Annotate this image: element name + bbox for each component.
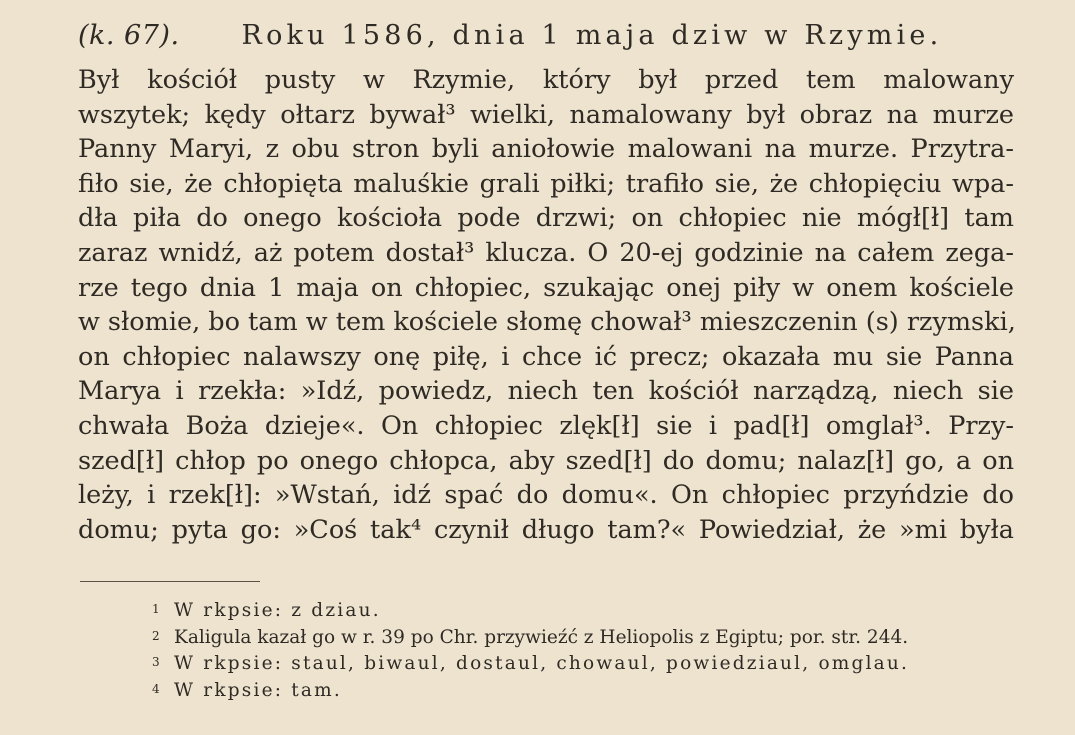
- text-line: Marya i rzekła: »Idź, powiedz, niech ten kościół narządzą, niech sie: [78, 376, 1014, 407]
- footnote-number: 2: [152, 628, 160, 643]
- footnote-item: [152, 676, 1032, 703]
- text-line: wszytek; kędy ołtarz bywał³ wielki, namalowany był obraz na murze: [78, 99, 1014, 130]
- footnotes: [152, 596, 1032, 702]
- footnote-text: W rkpsie: z dziau.: [174, 600, 381, 621]
- footnote-number: 1: [152, 602, 160, 616]
- footnote-text: Kaligula kazał go w r. 39 po Chr. przywieźć z Heliopolis z Egiptu; por. str. 244.: [174, 626, 909, 648]
- footnote-text: W rkpsie: staul, biwaul, dostaul, chowaul, powiedziaul, omglau.: [174, 653, 910, 674]
- body-text: [78, 63, 1014, 547]
- page-reference: (k. 67).: [78, 20, 180, 51]
- footnote-number: 3: [152, 655, 160, 669]
- text-line: domu; pyta go: »Coś tak⁴ czynił długo tam?« Powiedział, że »mi była: [78, 514, 1014, 545]
- text-line: zaraz wnidź, aż potem dostał³ klucza. O 20-ej godzinie na całem zega-: [78, 237, 1014, 268]
- footnote-divider: [80, 581, 260, 582]
- footnote-item: [152, 649, 1032, 676]
- text-line: on chłopiec nalawszy onę piłę, i chce ić precz; okazała mu sie Panna: [78, 341, 1014, 372]
- chapter-title: Roku 1586, dnia 1 maja dziw w Rzymie.: [241, 20, 943, 51]
- text-line: Był kościół pusty w Rzymie, który był przed tem malowany: [78, 65, 1014, 95]
- text-line: Panny Maryi, z obu stron byli aniołowie malowani na murze. Przytra-: [78, 134, 1014, 165]
- footnote-item: [152, 623, 1032, 650]
- text-line: rze tego dnia 1 maja on chłopiec, szukając onej piły w onem kościele: [78, 272, 1014, 303]
- text-line: fiło sie, że chłopięta maluśkie grali piłki; trafiło sie, że chłopięciu wpa-: [78, 168, 1014, 199]
- footnote-number: 4: [152, 681, 160, 696]
- footnote-item: [152, 596, 1032, 623]
- text-line: chwała Boża dzieje«. On chłopiec zlęk[ł] sie i pad[ł] omglał³. Przy-: [78, 410, 1014, 441]
- footnote-text: W rkpsie: tam.: [174, 679, 342, 701]
- chapter-heading: [78, 18, 1058, 54]
- text-line: dła piła do onego kościoła pode drzwi; on chłopiec nie mógł[ł] tam: [78, 203, 1014, 234]
- text-line: szed[ł] chłop po onego chłopca, aby szed[ł] do domu; nalaz[ł] go, a on: [78, 445, 1014, 476]
- text-line: leży, i rzek[ł]: »Wstań, idź spać do domu«. On chłopiec przyńdzie do: [78, 480, 1014, 511]
- text-line: w słomie, bo tam w tem kościele słomę chował³ mieszczenin (s) rzymski,: [78, 307, 1016, 338]
